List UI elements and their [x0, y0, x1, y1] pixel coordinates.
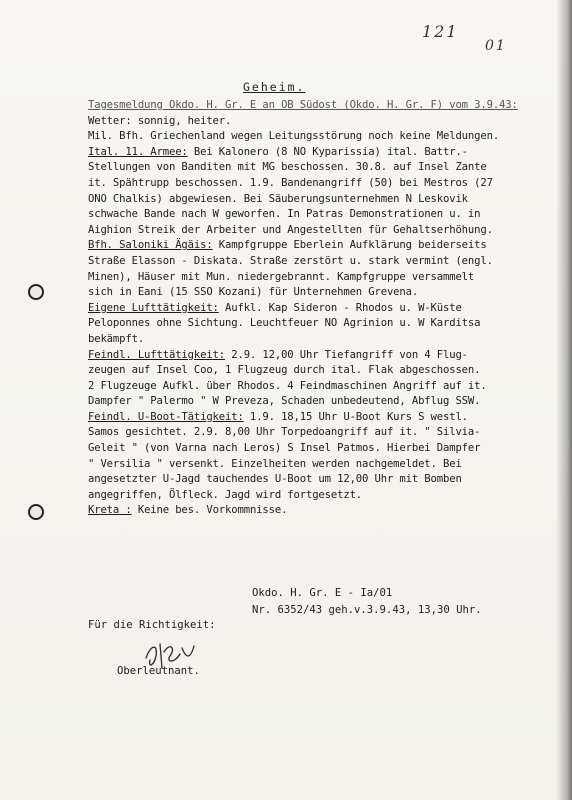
report-text: angesetzter U-Jagd tauchendes U-Boot um 12,00 Uhr mit Bomben [88, 473, 462, 486]
report-text: Stellungen von Banditen mit MG beschossen. 30.8. auf Insel Zante [88, 161, 487, 174]
report-text: Aighion Streik der Arbeiter und Angestellten für Gehaltserhöhung. [88, 223, 493, 236]
report-text: bekämpft. [88, 332, 145, 345]
report-line [88, 160, 558, 176]
report-line [88, 457, 558, 473]
report-text: Kampfgruppe Eberlein Aufklärung beiderseits [212, 239, 487, 252]
sender-block [252, 585, 482, 619]
section-label: Bfh. Saloniki Ägäis: [88, 239, 213, 252]
report-line [88, 488, 558, 504]
report-line [88, 394, 558, 410]
report-line [88, 503, 558, 519]
report-title: Tagesmeldung Okdo. H. Gr. E an OB Südost (Okdo. H. Gr. F) vom 3.9.43: [88, 99, 518, 111]
report-text: Mil. Bfh. Griechenland wegen Leitungsstörung noch keine Meldungen. [88, 130, 500, 143]
certification-label: Für die Richtigkeit: [88, 619, 216, 631]
report-line [88, 301, 558, 317]
folio-number: 121 [422, 22, 459, 41]
report-text: ONO Chalkis) abgewiesen. Bei Säuberungsunternehmen N Leskovik [88, 192, 468, 205]
sender-line-2: Nr. 6352/43 geh.v.3.9.43, 13,30 Uhr. [252, 604, 482, 616]
report-text: Geleit " (von Varna nach Leros) S Insel Patmos. Hierbei Dampfer [88, 442, 481, 455]
punch-hole-lower [28, 504, 44, 520]
report-text: Keine bes. Vorkommnisse. [131, 504, 288, 517]
report-text: 2.9. 12,00 Uhr Tiefangriff von 4 Flug- [225, 348, 468, 361]
report-text: angegriffen, Ölfleck. Jagd wird fortgesetzt. [88, 488, 363, 501]
report-line [88, 254, 558, 270]
report-text: Straße Elasson - Diskata. Straße zerstört u. stark vermint (engl. [88, 254, 493, 267]
punch-hole-upper [28, 284, 44, 300]
report-line [88, 425, 558, 441]
report-line [88, 223, 558, 239]
report-text: Minen), Häuser mit Mun. niedergebrannt. Kampfgruppe versammelt [88, 270, 475, 283]
report-line [88, 332, 558, 348]
report-line [88, 472, 558, 488]
report-line [88, 145, 558, 161]
officer-rank: Oberleutnant. [117, 665, 200, 677]
report-line [88, 114, 558, 130]
report-line [88, 441, 558, 457]
report-line [88, 207, 558, 223]
report-text: Wetter: sonnig, heiter. [88, 114, 232, 127]
report-line [88, 410, 558, 426]
report-text: Samos gesichtet. 2.9. 8,00 Uhr Torpedoangriff auf it. " Silvia- [88, 426, 481, 439]
report-line [88, 98, 558, 114]
report-text: sich in Eani (15 SSO Kozani) für Unternehmen Grevena. [88, 286, 419, 299]
sheet-number: 01 [485, 38, 507, 54]
report-text: " Versilia " versenkt. Einzelheiten werden nachgemeldet. Bei [88, 457, 462, 470]
report-line [88, 285, 558, 301]
page-edge-shadow [556, 0, 572, 800]
sender-line-1: Okdo. H. Gr. E - Ia/01 [252, 587, 393, 599]
report-line [88, 316, 558, 332]
section-label: Feindl. Lufttätigkeit: [88, 348, 226, 361]
section-label: Ital. 11. Armee: [88, 145, 188, 158]
report-text: Bei Kalonero (8 NO Kyparissia) ital. Battr.- [187, 145, 468, 158]
report-line [88, 379, 558, 395]
report-text: zeugen auf Insel Coo, 1 Flugzeug durch ital. Flak abgeschossen. [88, 364, 481, 377]
section-label: Eigene Lufttätigkeit: [88, 301, 219, 314]
section-label: Kreta : [88, 504, 132, 517]
report-line [88, 348, 558, 364]
report-text: 2 Flugzeuge Aufkl. über Rhodos. 4 Feindmaschinen Angriff auf it. [88, 379, 487, 392]
classification-heading: Geheim. [243, 80, 306, 94]
report-text: 1.9. 18,15 Uhr U-Boot Kurs S westl. [243, 410, 468, 423]
report-line [88, 192, 558, 208]
report-line [88, 238, 558, 254]
report-text: Aufkl. Kap Sideron - Rhodos u. W-Küste [218, 301, 462, 314]
report-text: it. Spähtrupp beschossen. 1.9. Bandenangriff (50) bei Mestros (27 [88, 176, 493, 189]
report-body [88, 98, 558, 519]
report-text: schwache Bande nach W geworfen. In Patras Demonstrationen u. in [88, 208, 481, 221]
report-line [88, 363, 558, 379]
section-label: Feindl. U-Boot-Tätigkeit: [88, 410, 244, 423]
report-line [88, 270, 558, 286]
report-text: Peloponnes ohne Sichtung. Leuchtfeuer NO Agrinion u. W Karditsa [88, 317, 481, 330]
report-text: Dampfer " Palermo " W Preveza, Schaden unbedeutend, Abflug SSW. [88, 395, 481, 408]
report-line [88, 176, 558, 192]
report-line [88, 129, 558, 145]
